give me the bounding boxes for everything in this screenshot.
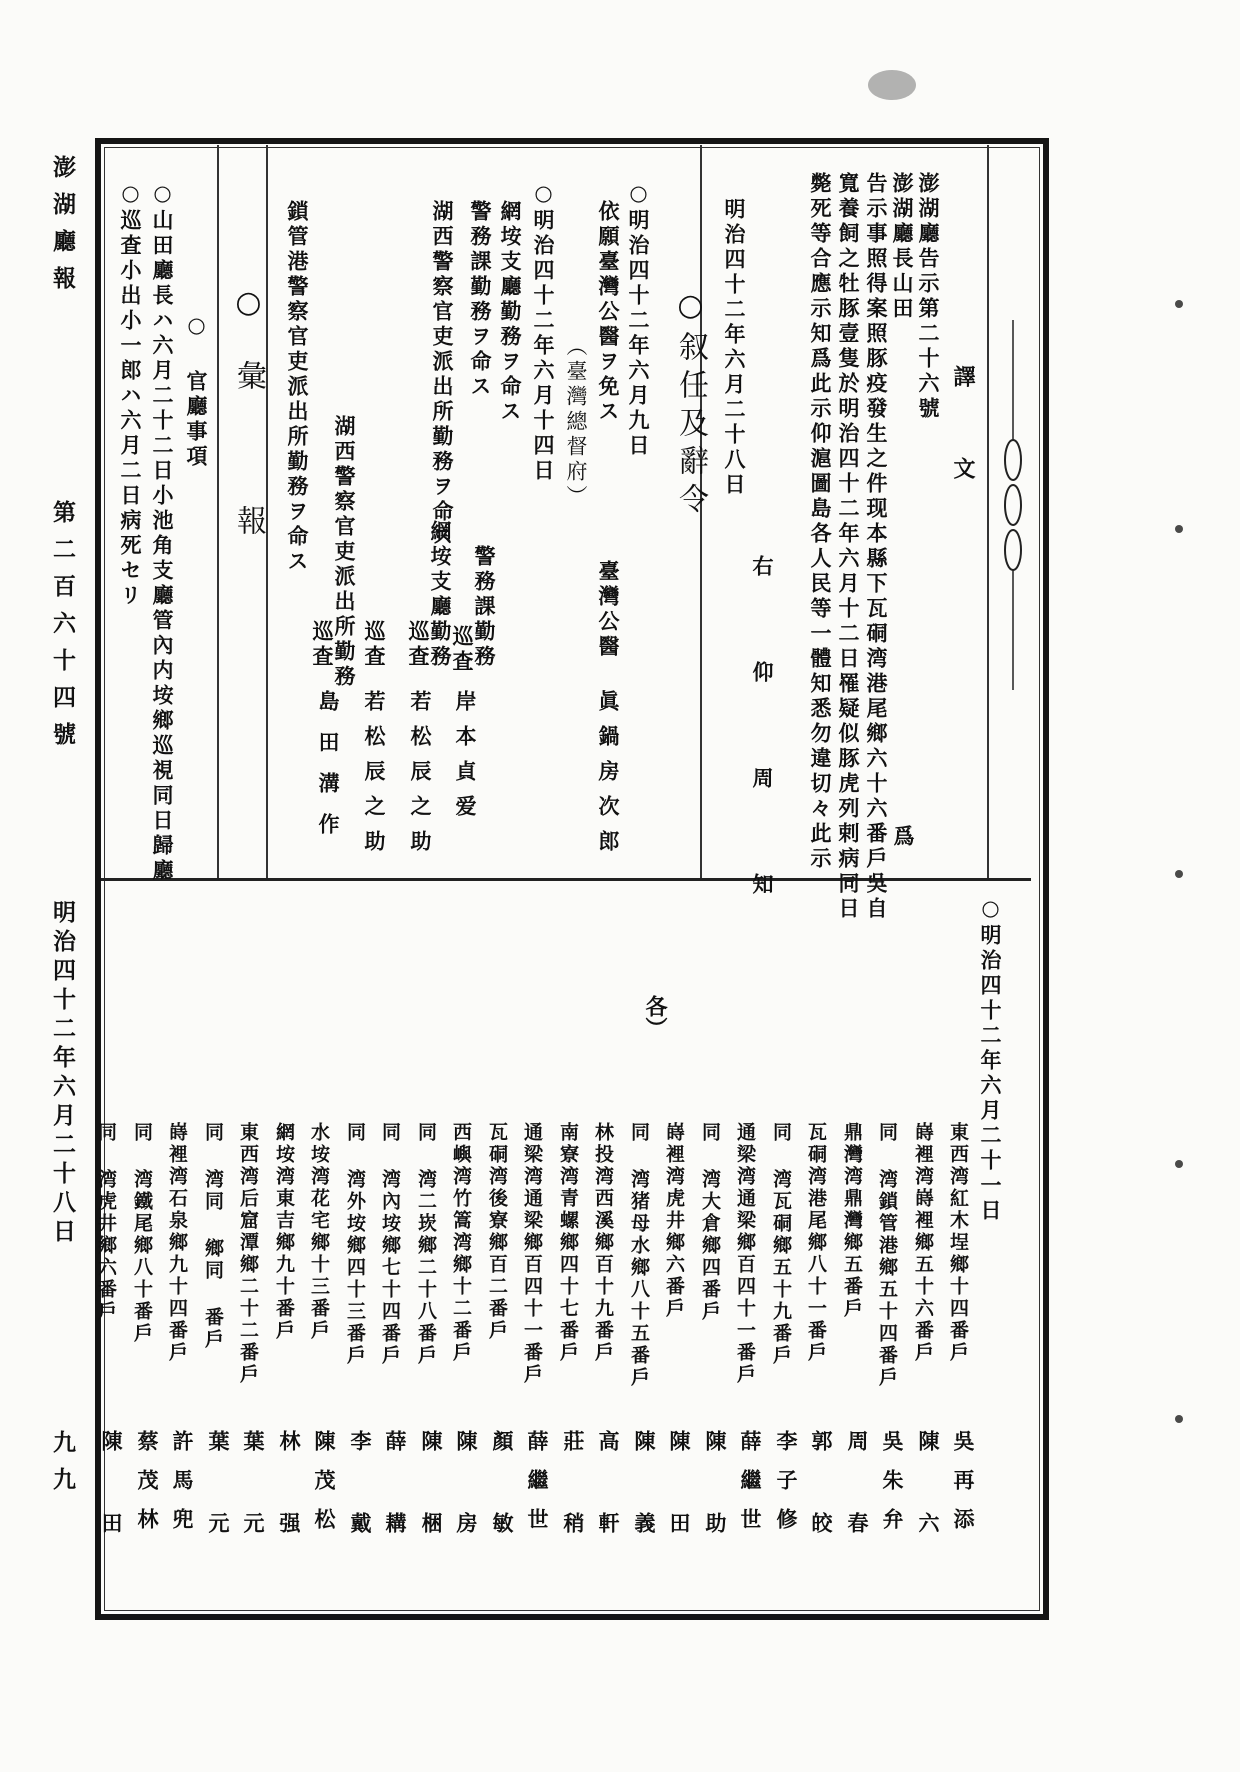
household-name: 陳 田 (667, 1430, 692, 1551)
household-address: 嵵裡湾石泉鄉九十四番戶 (166, 1122, 188, 1364)
household-address: 網垵湾東吉鄉九十番戶 (273, 1122, 295, 1342)
section-heading-bulletin: ○彙 報 (231, 285, 266, 575)
appointment-rank: 巡査 (310, 620, 335, 670)
household-name: 高 軒 (596, 1430, 621, 1551)
household-address: 同 湾瓦硐鄉五十九番戶 (770, 1122, 792, 1367)
household-address: 通梁湾通梁鄉百四十一番戶 (521, 1122, 543, 1386)
household-name: 李子修 (774, 1430, 799, 1547)
household-address: 通梁湾通梁鄉百四十一番戶 (734, 1122, 756, 1386)
household-address: 同 湾鎖管港鄉五十四番戶 (876, 1122, 898, 1389)
appointment-date: ○明治四十二年六月九日 (626, 180, 651, 459)
appointment-position: 警務課勤務 (472, 545, 497, 670)
notice-body-line: 告示事照得案照豚疫發生之件现本縣下瓦硐湾港尾鄉六十六番戶吳自 (864, 172, 889, 922)
household-address: 瓦硐湾後寮鄉百二番戶 (486, 1122, 508, 1342)
household-name: 薛繼世 (525, 1430, 550, 1547)
household-name: 陳 梱 (419, 1430, 444, 1551)
household-name: 陳 六 (916, 1430, 941, 1551)
household-address: 嵵裡湾虎井鄉六番戶 (663, 1122, 685, 1320)
appointment-rank: 巡査 (362, 620, 387, 670)
household-address: 同 湾外垵鄉四十三番戶 (344, 1122, 366, 1367)
appointment-name: 眞鍋房次郎 (596, 690, 621, 865)
household-name: 林 强 (277, 1430, 302, 1551)
household-address: 瓦硐湾港尾鄉八十一番戶 (805, 1122, 827, 1364)
appointment-rank: 巡査 (406, 620, 431, 670)
binding-hole (1175, 1415, 1183, 1423)
household-address: 南寮湾青螺鄉四十七番戶 (557, 1122, 579, 1364)
household-name: 薛繼世 (738, 1430, 763, 1547)
notice-closing: 右 仰 周 知 (750, 555, 775, 924)
household-address: 同 湾大倉鄉四番戶 (699, 1122, 721, 1323)
household-name: 陳 義 (632, 1430, 657, 1551)
household-address: 林投湾西溪鄉百十九番戶 (592, 1122, 614, 1364)
section-label-translation: 譯 文 (950, 365, 976, 501)
household-name: 葉 元 (206, 1430, 231, 1551)
issue-number: 第二百六十四號 (49, 500, 76, 759)
household-address: 同 湾虎井鄉六番戶 (95, 1122, 117, 1323)
notice-body-line: 寬養飼之牡豚壹隻於明治四十二年六月十二日罹疑似豚虎列剌病同日 (836, 172, 861, 922)
notice-date: 明治四十二年六月二十八日 (722, 198, 747, 498)
household-name: 李 戴 (348, 1430, 373, 1551)
bulletin-item: ○巡査小出小一郎ハ六月二日病死セリ (118, 180, 143, 609)
household-name: 蔡茂林 (135, 1430, 160, 1547)
household-name: 陳 房 (454, 1430, 479, 1551)
household-name: 陳 田 (99, 1430, 124, 1551)
binding-hole (1175, 300, 1183, 308)
binding-hole (1175, 870, 1183, 878)
circle-bullet-icon: ○ (673, 288, 708, 331)
section-heading-appointments: ○叙任及辭令 (673, 288, 708, 521)
issue-date: 明治四十二年六月二十八日 (49, 900, 76, 1248)
household-name: 顏 敏 (490, 1430, 515, 1551)
household-address: 同 湾同 鄉同 番戶 (202, 1122, 224, 1351)
appointment-name: 島田溝作 (316, 690, 341, 854)
household-name: 陳 助 (703, 1430, 728, 1551)
ornament-divider-icon (1001, 320, 1025, 690)
appointment-position: 湖西警察官吏派出所勤務 (332, 415, 357, 690)
column-rule (217, 145, 219, 878)
household-name: 莊 稍 (561, 1430, 586, 1551)
household-name: 吳再添 (951, 1430, 976, 1547)
section-divider (101, 878, 1031, 881)
household-name: 郭 皎 (809, 1430, 834, 1551)
scan-blemish (868, 70, 916, 100)
household-address: 同 湾猪母水鄉八十五番戶 (628, 1122, 650, 1389)
household-name: 許馬兜 (170, 1430, 195, 1547)
appointment-rank: 巡査 (450, 625, 475, 675)
household-address: 同 湾內垵鄉七十四番戶 (379, 1122, 401, 1367)
appointment-text: 鎖管港警察官吏派出所勤務ヲ命ス (285, 200, 310, 575)
appointment-text: 湖西警察官吏派出所勤務ヲ命ス (430, 200, 455, 550)
household-address: 東西湾后窟潭鄉二十二番戶 (237, 1122, 259, 1386)
household-address: 水垵湾花宅鄉十三番戶 (308, 1122, 330, 1342)
circle-bullet-icon: ○ (231, 285, 266, 360)
household-list-date: ○明治四十二年六月二十一日 (978, 895, 1003, 1224)
notice-title: 澎湖廳告示第二十六號 (916, 172, 941, 422)
household-address: 西嶼湾竹篙湾鄉十二番戶 (450, 1122, 472, 1364)
notice-issuer: 澎湖廳長山田 (890, 172, 915, 322)
household-name: 陳茂松 (312, 1430, 337, 1547)
binding-hole (1175, 1160, 1183, 1168)
appointment-text: 警務課勤務ヲ命ス (468, 200, 493, 400)
appointment-position: 臺灣公醫 (596, 560, 621, 660)
column-rule (987, 145, 989, 878)
appointment-position: 網垵支廳勤務 (428, 520, 453, 670)
household-name: 薛 耩 (383, 1430, 408, 1551)
appointment-text: 依願臺灣公醫ヲ免ス (596, 200, 621, 425)
household-address: 東西湾紅木埕鄉十四番戶 (947, 1122, 969, 1364)
household-name: 葉 元 (241, 1430, 266, 1551)
appointment-name: 岸本貞爱 (453, 690, 478, 830)
household-address: 同 湾二崁鄉二十八番戶 (415, 1122, 437, 1367)
appointment-text: 網垵支廳勤務ヲ命ス (498, 200, 523, 425)
page-number: 九九 (49, 1430, 76, 1504)
notice-mark: 爲 (891, 825, 916, 850)
household-address: 鼎灣湾鼎灣鄉五番戶 (841, 1122, 863, 1320)
appointment-name: 若松辰之助 (408, 690, 433, 865)
appointment-note: （臺灣總督府） (564, 335, 588, 510)
bulletin-item: ○山田廳長ハ六月二十二日小池角支廳管內内垵鄉巡視同日歸廳 (150, 180, 175, 884)
binding-hole (1175, 525, 1183, 533)
notice-body-line: 斃死等合應示知爲此示仰滬圖島各人民等一體知悉勿違切々此示 (808, 172, 833, 872)
appointment-name: 若松辰之助 (362, 690, 387, 865)
household-address: 嵵裡湾嵵裡鄉五十六番戶 (912, 1122, 934, 1364)
publication-title: 澎湖廳報 (49, 155, 76, 303)
text-fragment: 各） (642, 995, 668, 1039)
bulletin-subheading: ○ 官廳事項 (184, 312, 209, 470)
appointment-date: ○明治四十二年六月十四日 (531, 180, 556, 484)
household-address: 同 湾鐵尾鄉八十番戶 (131, 1122, 153, 1345)
household-name: 周 春 (845, 1430, 870, 1551)
household-name: 吳朱弁 (880, 1430, 905, 1547)
